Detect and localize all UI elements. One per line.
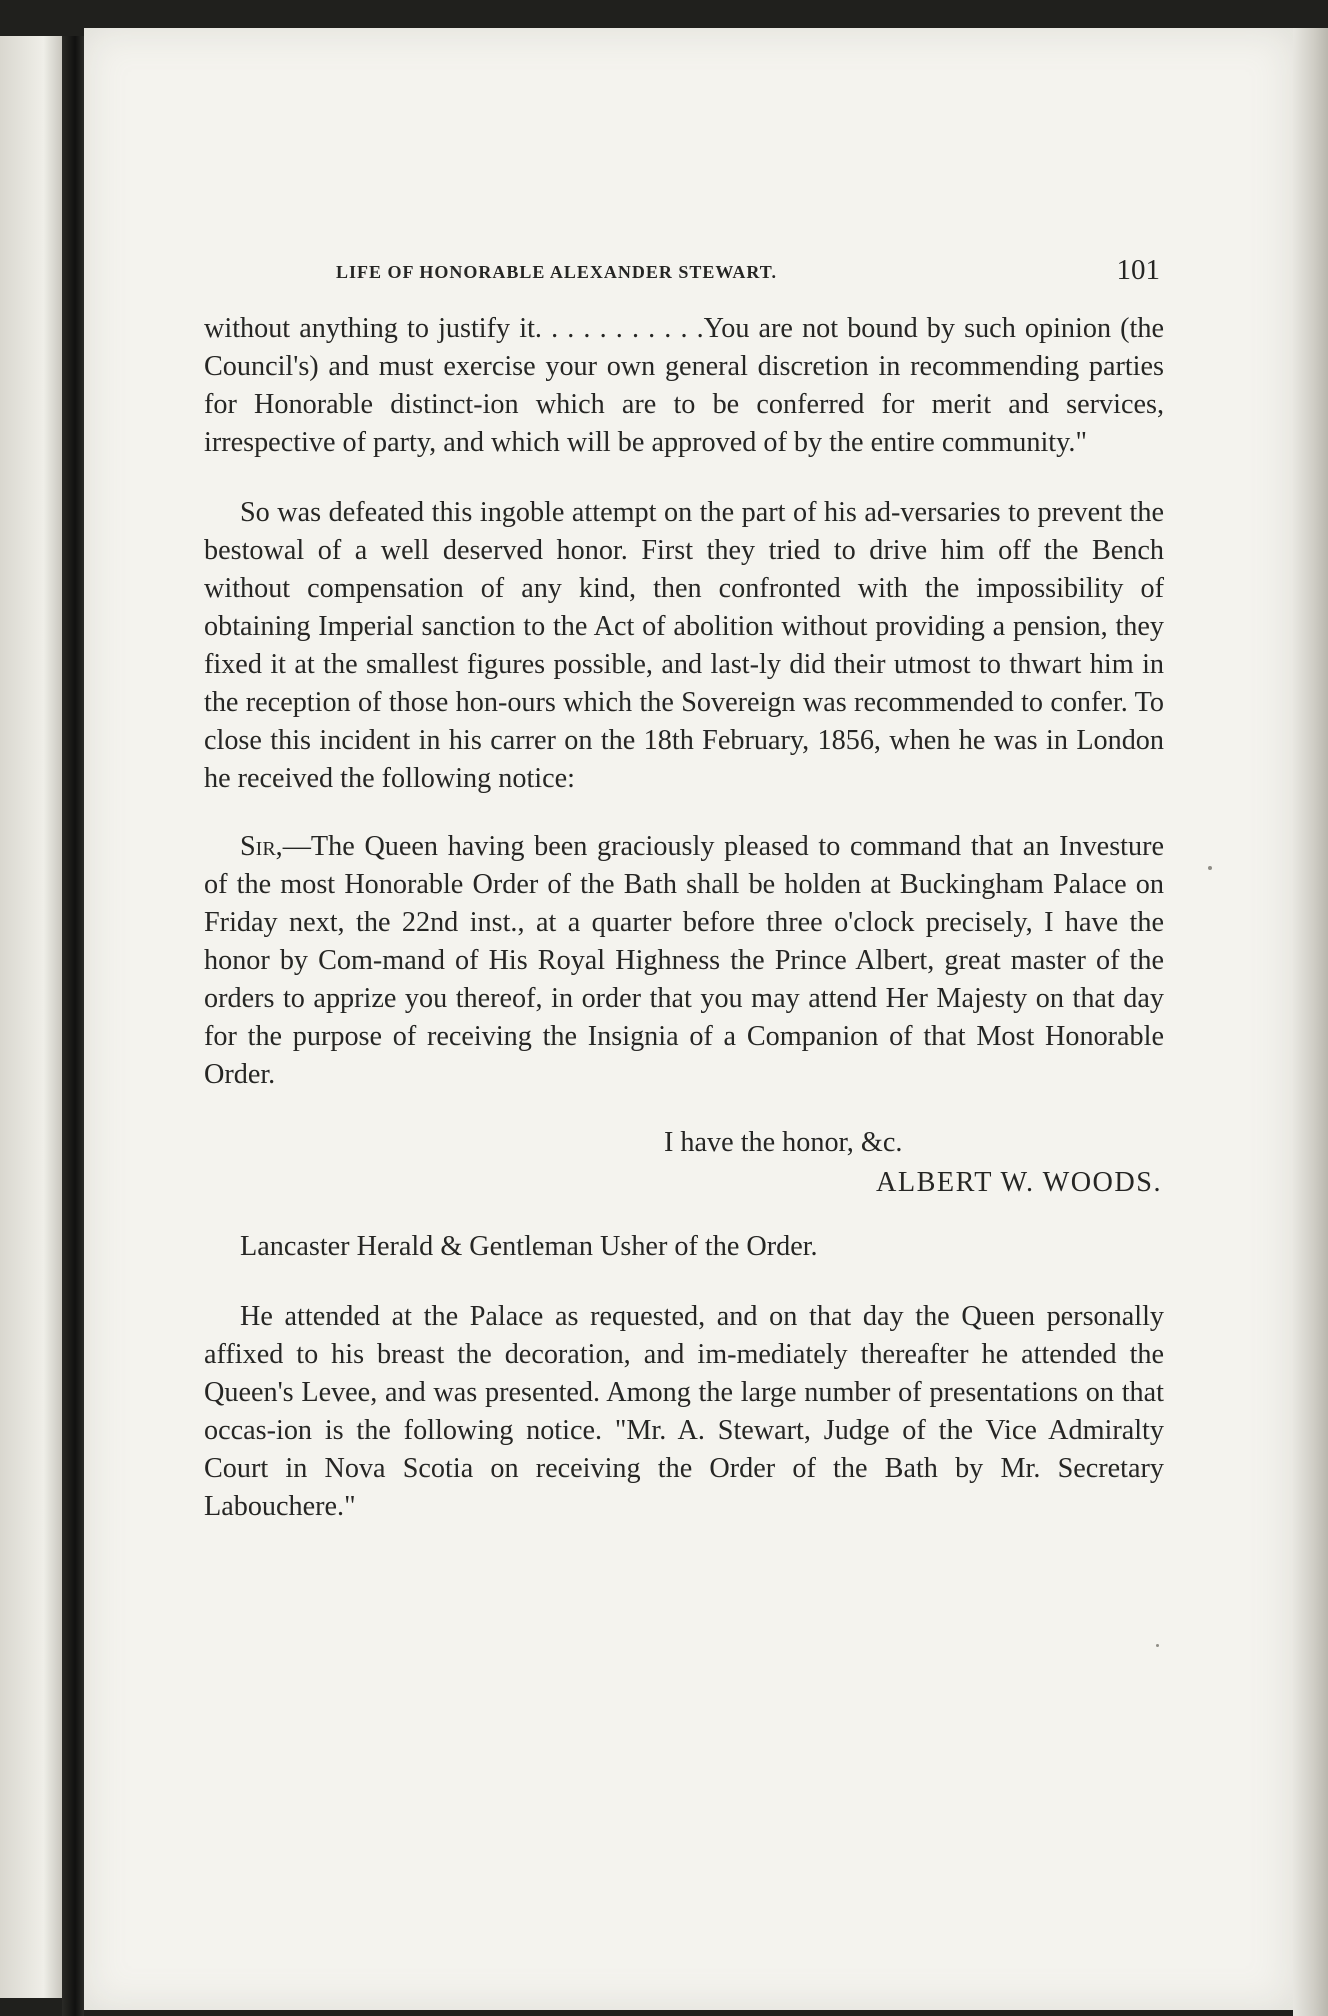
page-edge-right bbox=[1293, 28, 1328, 2016]
paragraph-defeated-attempt: So was defeated this ingoble attempt on the part of his ad-versaries to prevent the bestowal of a well deserved honor. First they tried to drive him off the Bench without compensation of any kind, then confronted with the impossibility of obtaining Imperial sanction to the Act of abolition without providing a pension, they fixed it at the smallest figures possible, and last-ly did their utmost to thwart him in the reception of those hon-ours which the Sovereign was recommended to confer. To close this incident in his carrer on the 18th February, 1856, when he was in London he received the following notice: bbox=[204, 497, 1164, 794]
letter-signature: ALBERT W. WOODS. bbox=[876, 1167, 1162, 1198]
letter-closing: I have the honor, &c. bbox=[664, 1127, 903, 1158]
facing-page-edge bbox=[0, 36, 62, 1998]
paragraph-palace-attendance: He attended at the Palace as requested, and on that day the Queen personally affixed to his breast the decoration, and im-mediately thereafter he attended the Queen's Levee, and was presented. Among the large number of presentations on that occas-ion is the following notice. "Mr. A. Stewart, Judge of the Vice Admiralty Court in Nova Scotia on receiving the Order of the Bath by Mr. Secretary Labouchere." bbox=[204, 1301, 1164, 1522]
salutation: Sir, bbox=[240, 831, 283, 862]
paragraph-quote-end: without anything to justify it. . . . . . . . . . .You are not bound by such opinion (the Council's) and must exercise your own general discretion in recommending parties for Honorable distinct-ion which are to be conferred for merit and services, irrespective of party, and which will be approved of by the entire community." bbox=[204, 313, 1164, 458]
paper-speck bbox=[1156, 1644, 1159, 1647]
book-page bbox=[84, 28, 1293, 2010]
page-number: 101 bbox=[1116, 254, 1160, 286]
running-head-title: LIFE OF HONORABLE ALEXANDER STEWART. bbox=[336, 262, 777, 282]
paper-speck bbox=[1208, 866, 1212, 870]
paragraph-investiture-notice bbox=[204, 828, 1164, 1094]
page-text-block bbox=[204, 254, 1164, 1526]
running-head bbox=[204, 254, 1164, 298]
signatory-title: Lancaster Herald & Gentleman Usher of the Order. bbox=[240, 1231, 818, 1262]
book-gutter bbox=[62, 36, 84, 2016]
notice-body: —The Queen having been graciously pleased to command that an Investure of the most Honorable Order of the Bath shall be holden at Buckingham Palace on Friday next, the 22nd inst., at a quarter before three o'clock precisely, I have the honor by Com-mand of His Royal Highness the Prince Albert, great master of the orders to apprize you thereof, in order that you may attend Her Majesty on that day for the purpose of receiving the Insignia of a Companion of that Most Honorable Order. bbox=[204, 831, 1164, 1090]
